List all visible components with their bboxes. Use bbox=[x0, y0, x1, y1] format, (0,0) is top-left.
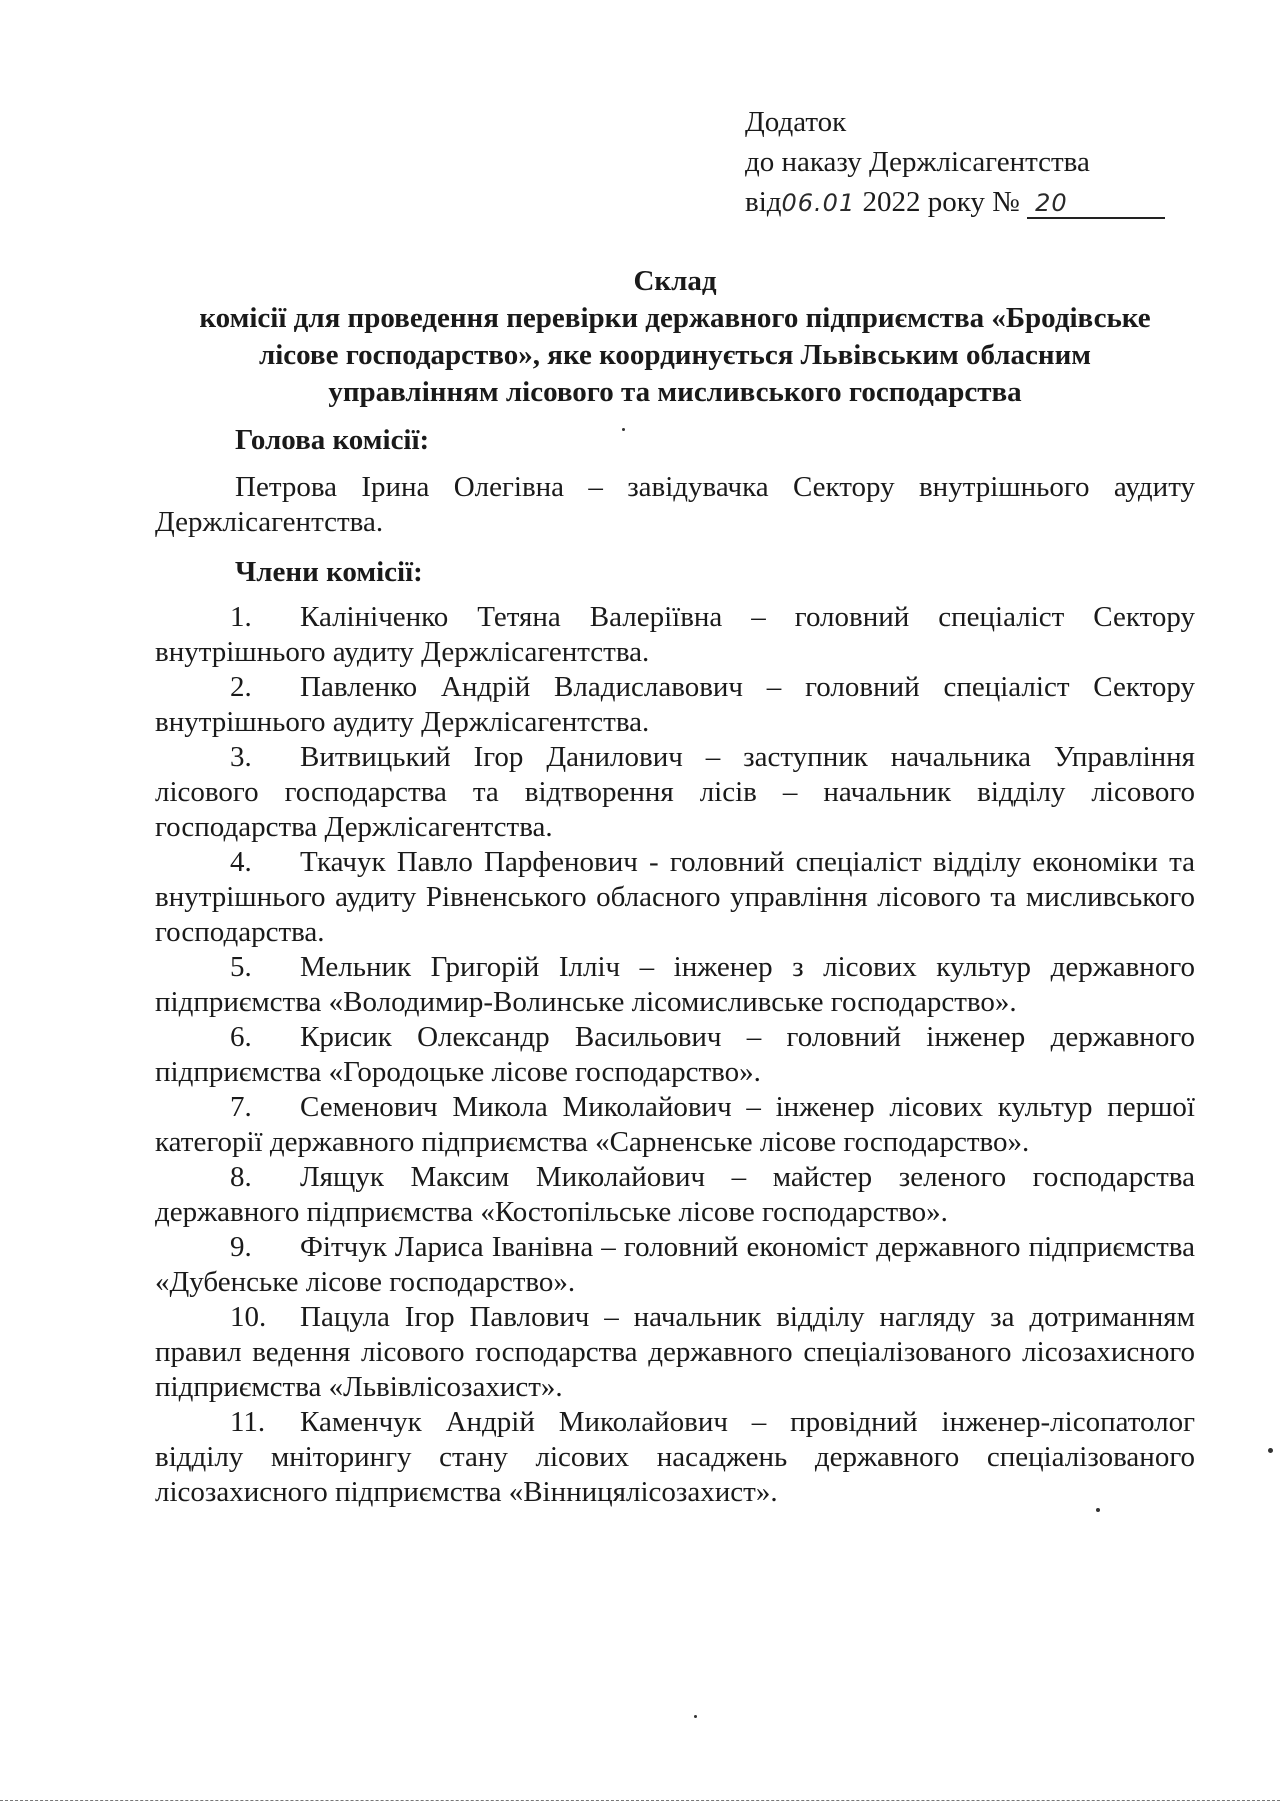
commission-head-section bbox=[155, 423, 1195, 540]
title-line-1: комісії для проведення перевірки державного підприємства «Бродівське bbox=[199, 302, 1151, 334]
member-item bbox=[155, 1405, 1195, 1510]
member-number: 11. bbox=[230, 1406, 266, 1438]
member-number: 9. bbox=[230, 1231, 252, 1263]
member-number: 5. bbox=[230, 951, 252, 983]
order-number-slot bbox=[1027, 188, 1165, 219]
member-text: Фітчук Лариса Іванівна – головний економіст державного підприємства «Дубенське лісове господарство». bbox=[155, 1231, 1195, 1298]
scan-speck bbox=[1268, 1448, 1273, 1453]
scan-speck bbox=[1096, 1508, 1100, 1512]
title-line-3: управлінням лісового та мисливського господарства bbox=[328, 376, 1022, 408]
commission-members-label-wrap bbox=[155, 555, 1195, 590]
member-number: 6. bbox=[230, 1021, 252, 1053]
member-number: 4. bbox=[230, 846, 252, 878]
appendix-from-label: від bbox=[745, 186, 782, 218]
appendix-order-ref: до наказу Держлісагентства bbox=[745, 146, 1090, 178]
handwritten-order-number: 20 bbox=[1035, 189, 1068, 217]
member-item bbox=[155, 950, 1195, 1020]
member-text: Мельник Григорій Ілліч – інженер з лісових культур державного підприємства «Володимир-Волинське лісомисливське господарство». bbox=[155, 951, 1195, 1018]
title-heading: Склад bbox=[633, 265, 717, 297]
member-number: 10. bbox=[230, 1301, 267, 1333]
member-number: 8. bbox=[230, 1161, 252, 1193]
title-line-2: лісове господарство», яке координується Львівським обласним bbox=[258, 339, 1092, 371]
member-item bbox=[155, 740, 1195, 845]
handwritten-date: 06.01 bbox=[781, 189, 856, 217]
scan-bottom-edge bbox=[0, 1800, 1280, 1802]
members-list bbox=[155, 600, 1195, 1510]
member-item bbox=[155, 1300, 1195, 1405]
member-item bbox=[155, 1020, 1195, 1090]
commission-head-text: Петрова Ірина Олегівна – завідувачка Сектору внутрішнього аудиту Держлісагентства. bbox=[155, 471, 1195, 538]
member-text: Семенович Микола Миколайович – інженер лісових культур першої категорії державного підприємства «Сарненське лісове господарство». bbox=[155, 1091, 1195, 1158]
commission-members-label: Члени комісії: bbox=[235, 556, 423, 588]
member-text: Крисик Олександр Васильович – головний інженер державного підприємства «Городоцьке лісове господарство». bbox=[155, 1021, 1195, 1088]
member-number: 2. bbox=[230, 671, 252, 703]
member-text: Калініченко Тетяна Валеріївна – головний спеціаліст Сектору внутрішнього аудиту Держлісагентства. bbox=[155, 601, 1195, 668]
member-text: Витвицький Ігор Данилович – заступник начальника Управління лісового господарства та відтворення лісів – начальник відділу лісового господарства Держлісагентства. bbox=[155, 741, 1195, 843]
appendix-block bbox=[745, 102, 1165, 223]
member-text: Каменчук Андрій Миколайович – провідний інженер-лісопатолог відділу мніторингу стану лісових насаджень державного спеціалізованого лісозахисного підприємства «Вінницялісозахист». bbox=[155, 1406, 1195, 1508]
member-item bbox=[155, 1090, 1195, 1160]
member-number: 1. bbox=[230, 601, 252, 633]
member-text: Пацула Ігор Павлович – начальник відділу нагляду за дотриманням правил ведення лісового господарства державного спеціалізованого лісозахисного підприємства «Львівлісозахист». bbox=[155, 1301, 1195, 1403]
appendix-date-line bbox=[745, 182, 1165, 223]
scan-speck bbox=[622, 428, 625, 431]
commission-head-label: Голова комісії: bbox=[235, 424, 430, 456]
member-item bbox=[155, 1230, 1195, 1300]
member-number: 7. bbox=[230, 1091, 252, 1123]
member-text: Павленко Андрій Владиславович – головний спеціаліст Сектору внутрішнього аудиту Держлісагентства. bbox=[155, 671, 1195, 738]
member-item bbox=[155, 670, 1195, 740]
member-text: Ткачук Павло Парфенович - головний спеціаліст відділу економіки та внутрішнього аудиту Рівненського обласного управління лісового та мисливського господарства. bbox=[155, 846, 1195, 948]
appendix-year-text: 2022 року № bbox=[862, 186, 1020, 218]
member-item bbox=[155, 845, 1195, 950]
member-item bbox=[155, 600, 1195, 670]
member-number: 3. bbox=[230, 741, 252, 773]
member-text: Лящук Максим Миколайович – майстер зеленого господарства державного підприємства «Костопільське лісове господарство». bbox=[155, 1161, 1195, 1228]
appendix-title: Додаток bbox=[745, 106, 847, 138]
scan-speck bbox=[694, 1715, 697, 1718]
document-title bbox=[150, 263, 1200, 411]
member-item bbox=[155, 1160, 1195, 1230]
